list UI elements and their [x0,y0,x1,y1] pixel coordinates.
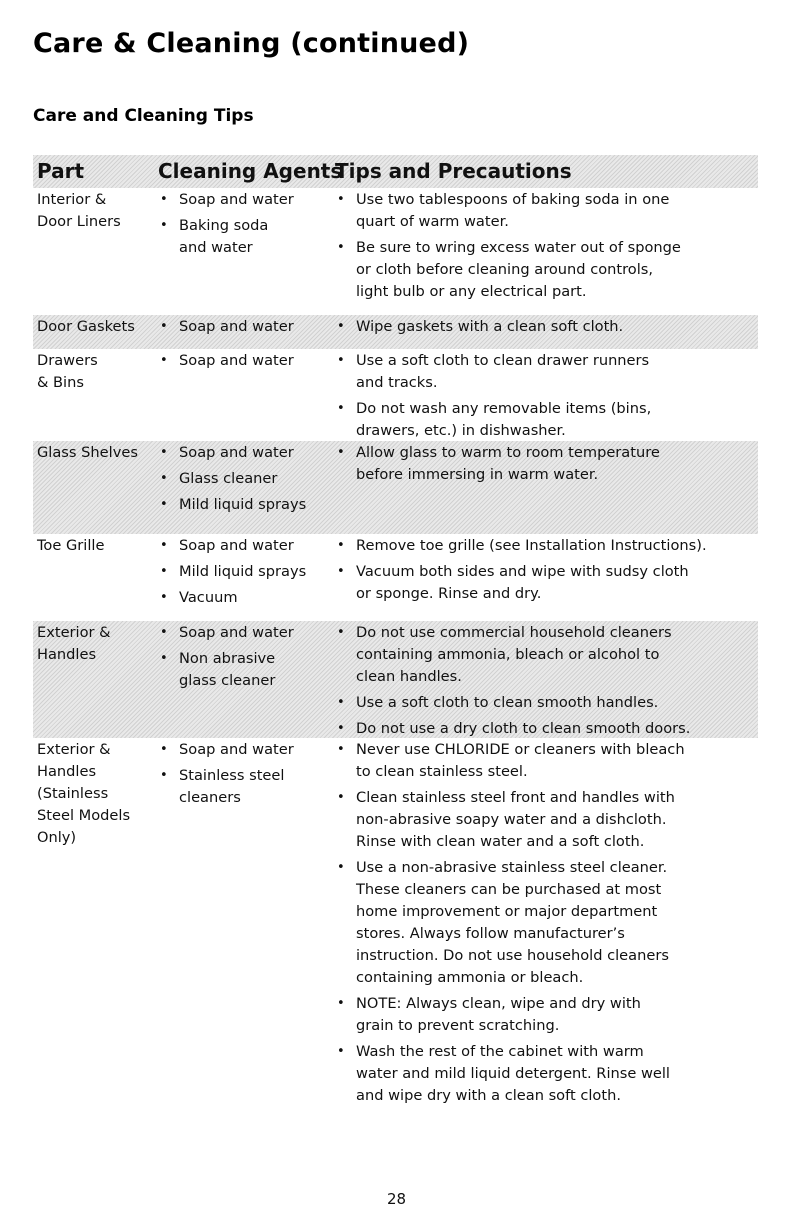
part-cell [37,189,155,233]
agent-item [158,494,333,516]
text-line: Rinse with clean water and a soft cloth. [356,833,645,850]
text-line: and wipe dry with a clean soft cloth. [356,1087,621,1104]
text-line: Soap and water [179,741,294,758]
text-line: before immersing in warm water. [356,466,599,483]
bullet-icon: • [337,240,345,255]
table-row [33,534,758,621]
bullet-icon: • [337,625,345,640]
text-line: Be sure to wring excess water out of sponge [356,239,681,256]
text-line: Baking soda [179,217,269,234]
text-line: quart of warm water. [356,213,509,230]
text-line: clean handles. [356,668,462,685]
bullet-icon: • [337,538,345,553]
tips-cell [335,189,760,303]
tips-cell [335,739,760,1107]
text-line: Use a non-abrasive stainless steel cleaner. [356,859,668,876]
tips-cell [335,622,760,740]
text-line: home improvement or major department [356,903,658,920]
table-row [33,738,758,1160]
text-line: Stainless steel [179,767,285,784]
table-row [33,621,758,738]
bullet-icon: • [160,353,168,368]
cleaning-agents-cell [158,316,333,338]
text-line: Door Gaskets [37,318,135,335]
tips-cell [335,316,760,338]
text-line: Vacuum [179,589,238,606]
text-line: stores. Always follow manufacturer’s [356,925,625,942]
text-line: Toe Grille [37,537,105,554]
tip-item [335,316,760,338]
cleaning-agents-cell [158,622,333,692]
care-cleaning-tips-table [33,155,758,1160]
text-line: Soap and water [179,352,294,369]
text-line: Soap and water [179,444,294,461]
text-line: grain to prevent scratching. [356,1017,560,1034]
text-line: Vacuum both sides and wipe with sudsy cloth [356,563,689,580]
cleaning-agents-cell [158,442,333,516]
bullet-icon: • [337,564,345,579]
bullet-icon: • [337,401,345,416]
table-row [33,441,758,534]
bullet-icon: • [337,445,345,460]
bullet-icon: • [160,768,168,783]
bullet-icon: • [160,651,168,666]
text-line: Soap and water [179,537,294,554]
bullet-icon: • [337,721,345,736]
text-line: containing ammonia or bleach. [356,969,584,986]
bullet-icon: • [160,471,168,486]
text-line: or sponge. Rinse and dry. [356,585,542,602]
part-cell [37,622,155,666]
text-line: Drawers [37,352,98,369]
text-line: Soap and water [179,191,294,208]
agent-item [158,442,333,464]
agent-item [158,350,333,372]
bullet-icon: • [160,218,168,233]
page-title: Care & Cleaning (continued) [33,28,470,59]
agent-item [158,765,333,809]
agent-item [158,648,333,692]
text-line: Handles [37,763,97,780]
bullet-icon: • [337,353,345,368]
tip-item [335,1041,760,1107]
bullet-icon: • [160,625,168,640]
text-line: instruction. Do not use household cleaners [356,947,669,964]
tip-item [335,237,760,303]
text-line: Glass cleaner [179,470,278,487]
text-line: Door Liners [37,213,121,230]
table-row [33,315,758,349]
tip-item [335,398,760,442]
agent-item [158,215,333,259]
text-line: Use a soft cloth to clean drawer runners [356,352,650,369]
tip-item [335,189,760,233]
bullet-icon: • [160,445,168,460]
text-line: Steel Models [37,807,131,824]
text-line: Never use CHLORIDE or cleaners with bleach [356,741,685,758]
table-header-row [33,155,758,188]
text-line: to clean stainless steel. [356,763,528,780]
text-line: or cloth before cleaning around controls, [356,261,654,278]
section-subtitle: Care and Cleaning Tips [33,106,254,126]
bullet-icon: • [160,192,168,207]
text-line: Mild liquid sprays [179,563,307,580]
text-line: containing ammonia, bleach or alcohol to [356,646,660,663]
agent-item [158,561,333,583]
agent-item [158,535,333,557]
text-line: Interior & [37,191,107,208]
table-row [33,188,758,315]
cleaning-agents-cell [158,535,333,609]
tip-item [335,535,760,557]
text-line: Wipe gaskets with a clean soft cloth. [356,318,624,335]
bullet-icon: • [160,742,168,757]
text-line: Use a soft cloth to clean smooth handles. [356,694,659,711]
agent-item [158,739,333,761]
tip-item [335,622,760,688]
table-body [33,188,758,1160]
text-line: Exterior & [37,741,111,758]
agent-item [158,587,333,609]
text-line: light bulb or any electrical part. [356,283,587,300]
header-cleaning-agents: Cleaning Agents [158,159,343,183]
text-line: Do not use commercial household cleaners [356,624,672,641]
part-cell [37,350,155,394]
tip-item [335,857,760,989]
text-line: Remove toe grille (see Installation Instructions). [356,537,707,554]
tip-item [335,739,760,783]
part-cell [37,442,155,464]
text-line: glass cleaner [179,672,276,689]
bullet-icon: • [337,742,345,757]
cleaning-agents-cell [158,189,333,259]
bullet-icon: • [337,996,345,1011]
bullet-icon: • [337,1044,345,1059]
tips-cell [335,350,760,442]
text-line: NOTE: Always clean, wipe and dry with [356,995,641,1012]
table-row [33,349,758,441]
bullet-icon: • [337,319,345,334]
tips-cell [335,535,760,605]
text-line: Do not use a dry cloth to clean smooth doors. [356,720,691,737]
text-line: non-abrasive soapy water and a dishcloth. [356,811,667,828]
bullet-icon: • [160,538,168,553]
header-part: Part [37,159,85,183]
bullet-icon: • [337,192,345,207]
text-line: and tracks. [356,374,438,391]
text-line: Handles [37,646,97,663]
part-cell [37,739,155,849]
tips-cell [335,442,760,486]
text-line: Mild liquid sprays [179,496,307,513]
tip-item [335,993,760,1037]
agent-item [158,622,333,644]
bullet-icon: • [160,590,168,605]
text-line: Allow glass to warm to room temperature [356,444,660,461]
page-number: 28 [386,1190,407,1208]
text-line: Clean stainless steel front and handles with [356,789,675,806]
text-line: Soap and water [179,318,294,335]
text-line: Wash the rest of the cabinet with warm [356,1043,644,1060]
text-line: Soap and water [179,624,294,641]
text-line: (Stainless [37,785,109,802]
text-line: water and mild liquid detergent. Rinse well [356,1065,670,1082]
text-line: These cleaners can be purchased at most [356,881,662,898]
text-line: Glass Shelves [37,444,138,461]
text-line: drawers, etc.) in dishwasher. [356,422,566,439]
cleaning-agents-cell [158,350,333,372]
tip-item [335,718,760,740]
text-line: Non abrasive [179,650,276,667]
part-cell [37,316,155,338]
text-line: Use two tablespoons of baking soda in one [356,191,670,208]
agent-item [158,468,333,490]
text-line: & Bins [37,374,84,391]
bullet-icon: • [160,319,168,334]
text-line: Do not wash any removable items (bins, [356,400,652,417]
cleaning-agents-cell [158,739,333,809]
text-line: and water [179,239,253,256]
bullet-icon: • [160,564,168,579]
header-tips-and-precautions: Tips and Precautions [335,159,572,183]
tip-item [335,442,760,486]
tip-item [335,350,760,394]
bullet-icon: • [337,860,345,875]
tip-item [335,561,760,605]
bullet-icon: • [337,790,345,805]
tip-item [335,692,760,714]
text-line: cleaners [179,789,241,806]
agent-item [158,316,333,338]
text-line: Exterior & [37,624,111,641]
bullet-icon: • [337,695,345,710]
text-line: Only) [37,829,77,846]
agent-item [158,189,333,211]
bullet-icon: • [160,497,168,512]
tip-item [335,787,760,853]
part-cell [37,535,155,557]
